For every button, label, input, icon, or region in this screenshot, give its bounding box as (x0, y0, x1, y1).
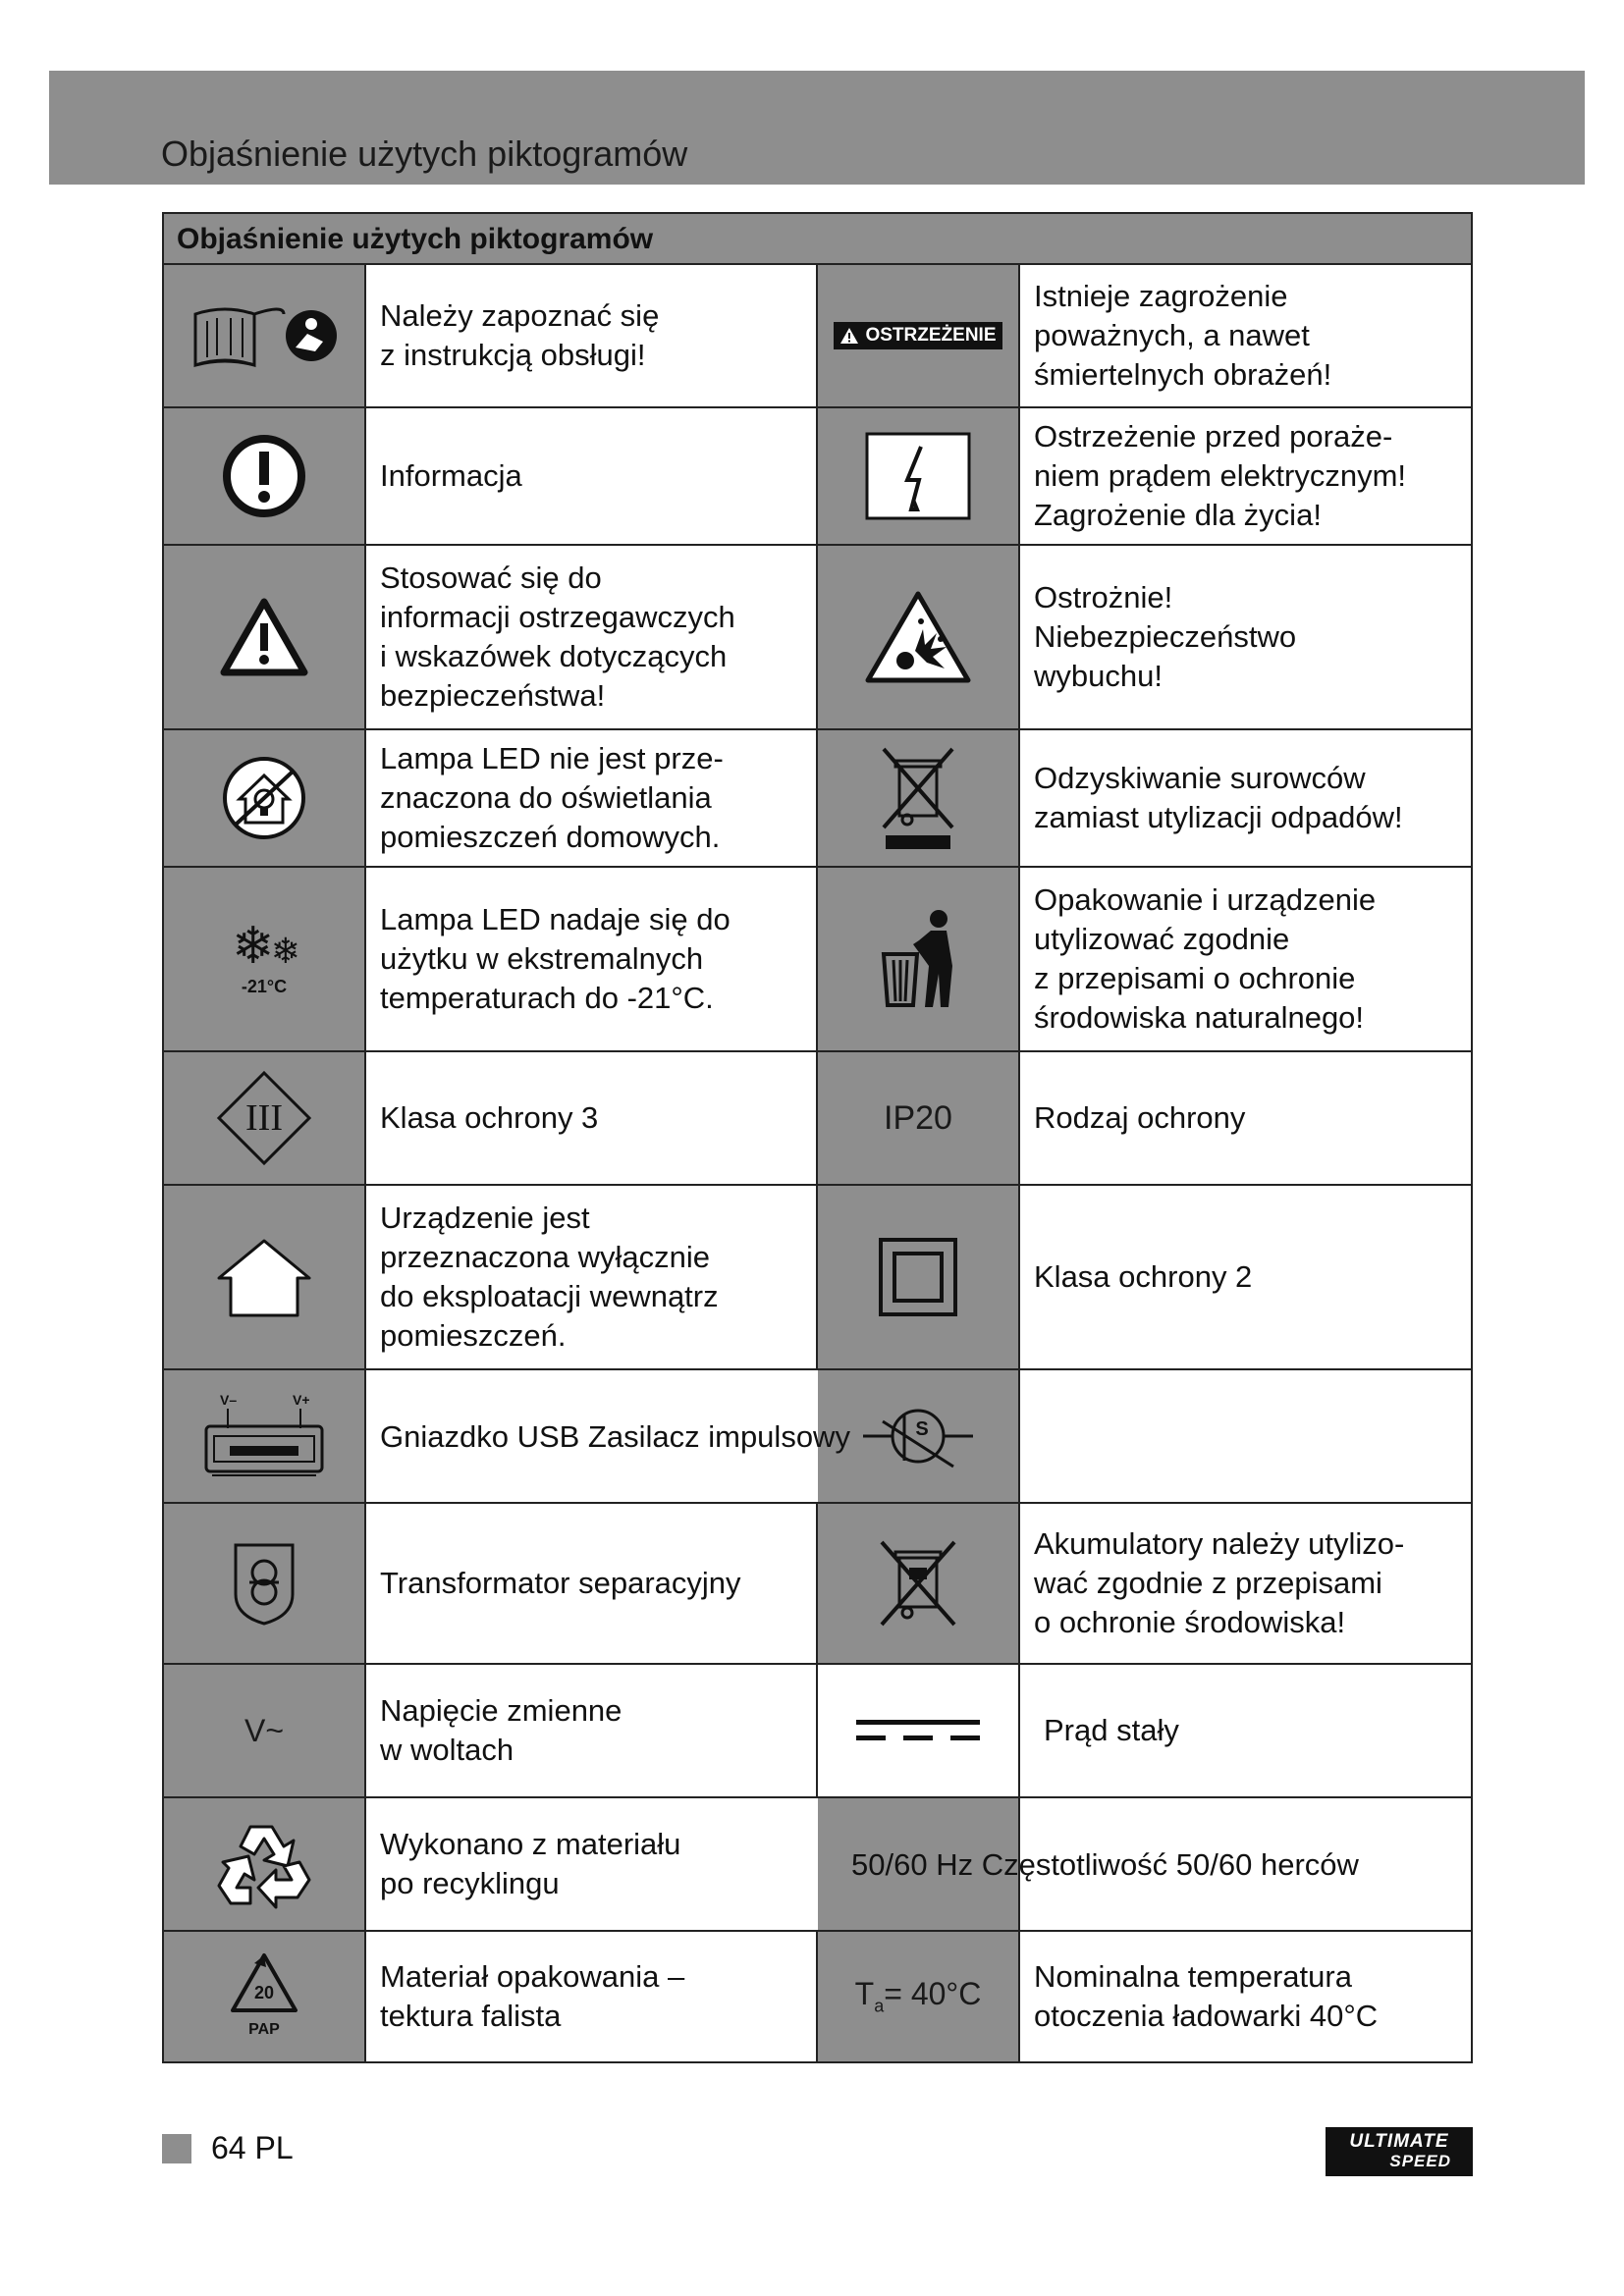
recycle-icon (164, 1798, 366, 1930)
battery-bin-icon (818, 1504, 1020, 1663)
row-3-left-text: Stosować się do informacji ostrzegawczych i wskazówek dotyczących bezpieczeństwa! (366, 546, 818, 728)
frost-temperature: -21°C (241, 977, 288, 996)
row-8-left-text: Gniazdko USB Zasilacz impulsowy (380, 1419, 850, 1454)
table-row (164, 1504, 1471, 1665)
table-row (164, 265, 1471, 408)
protection-class-2-icon (818, 1186, 1020, 1368)
row-4-left-text: Lampa LED nie jest prze- znaczona do oświetlania pomieszczeń domowych. (366, 730, 818, 866)
pap-number: 20 (253, 1983, 275, 2002)
dispose-bin-icon (818, 868, 1020, 1050)
pap-label: PAP (248, 2021, 280, 2038)
row-6-right-text: Rodzaj ochrony (1034, 1100, 1246, 1135)
temperature-value: = 40°C (884, 1976, 982, 2012)
page-title: Objaśnienie użytych piktogramów (161, 133, 688, 174)
row-3-right-text: Ostrożnie! Niebezpieczeństwo wybuchu! (1034, 580, 1297, 693)
not-household-lamp-icon (164, 730, 366, 866)
row-1-left-text: Należy zapoznać się z instrukcją obsługi! (366, 265, 818, 406)
ambient-temperature-symbol (855, 1976, 982, 2016)
row-2-right-text: Ostrzeżenie przed poraże- niem prądem elektrycznym! Zagrożenie dla życia! (1034, 419, 1407, 532)
row-10-left-text: Napięcie zmienne w woltach (366, 1665, 818, 1796)
header-band (49, 71, 1585, 185)
page-number: 64 PL (211, 2130, 294, 2165)
ambient-temperature-cell (818, 1932, 1020, 2061)
ip-rating-cell (818, 1052, 1020, 1184)
row-7-left-text: Urządzenie jest przeznaczona wyłącznie do eksploatacji wewnątrz pomieszczeń. (366, 1186, 818, 1368)
logo-line-1: ULTIMATE (1349, 2131, 1449, 2152)
pap-20-icon (164, 1932, 366, 2061)
row-9-right-text: Akumulatory należy utylizo- wać zgodnie z przepisami o ochronie środowiska! (1034, 1526, 1405, 1639)
table-row (164, 1370, 1471, 1504)
row-4-right-text: Odzyskiwanie surowców zamiast utylizacji odpadów! (1034, 761, 1403, 834)
temperature-symbol-a: a (874, 1996, 885, 2016)
alternating-voltage-symbol: V~ (244, 1712, 285, 1748)
alternating-voltage-cell (164, 1665, 366, 1796)
row-9-left-text: Transformator separacyjny (366, 1504, 818, 1663)
table-row (164, 1798, 1471, 1932)
table-row (164, 1665, 1471, 1798)
read-manual-icon (164, 265, 366, 406)
warning-label-icon (818, 265, 1020, 406)
row-10-right-text: Prąd stały (1044, 1713, 1179, 1747)
class-3-numeral: III (245, 1097, 283, 1139)
table-row (164, 868, 1471, 1052)
row-2-left-text: Informacja (366, 408, 818, 544)
row-11-left-text: Wykonano z materiału po recyklingu (380, 1827, 681, 1900)
table-row (164, 730, 1471, 868)
footer-square (162, 2134, 191, 2163)
table-row (164, 1186, 1471, 1370)
direct-current-icon (818, 1665, 1020, 1796)
svg-text:S: S (915, 1418, 929, 1440)
indoor-house-icon (164, 1186, 366, 1368)
logo-line-2: SPEED (1389, 2152, 1451, 2170)
table-row (164, 1052, 1471, 1186)
row-6-left-text: Klasa ochrony 3 (366, 1052, 818, 1184)
usb-v-plus: V+ (293, 1392, 310, 1408)
row-1-right-text: Istnieje zagrożenie poważnych, a nawet śmiertelnych obrażeń! (1034, 279, 1332, 392)
table-caption: Objaśnienie użytych piktogramów (164, 214, 1471, 265)
explosion-hazard-icon (818, 546, 1020, 728)
information-icon (164, 408, 366, 544)
warning-label-text: OSTRZEŻENIE (865, 325, 997, 346)
brand-logo (1326, 2127, 1473, 2176)
temperature-symbol-t: T (854, 1976, 875, 2012)
electric-shock-icon (818, 408, 1020, 544)
row-8-right-text (1020, 1370, 1471, 1502)
pictogram-table (162, 212, 1473, 2063)
protection-class-3-icon (164, 1052, 366, 1184)
warning-triangle-icon (164, 546, 366, 728)
usb-socket-icon (164, 1370, 366, 1502)
row-5-right-text: Opakowanie i urządzenie utylizować zgodnie z przepisami o ochronie środowiska naturalnego! (1034, 882, 1377, 1035)
crossed-bin-icon (818, 730, 1020, 866)
isolating-transformer-icon (164, 1504, 366, 1663)
table-row (164, 408, 1471, 546)
row-12-left-text: Materiał opakowania – tektura falista (366, 1932, 818, 2061)
frost-icon: ❄❄ -21°C (164, 868, 366, 1050)
row-5-left-text: Lampa LED nadaje się do użytku w ekstremalnych temperaturach do -21°C. (366, 868, 818, 1050)
usb-v-minus: V– (220, 1392, 238, 1408)
table-row (164, 546, 1471, 730)
row-11-right-text: 50/60 Hz Częstotliwość 50/60 herców (851, 1847, 1359, 1882)
ip-rating: IP20 (884, 1098, 952, 1137)
row-7-right-text: Klasa ochrony 2 (1034, 1259, 1253, 1294)
table-row (164, 1932, 1471, 2061)
row-12-right-text: Nominalna temperatura otoczenia ładowarki 40°C (1034, 1959, 1379, 2033)
